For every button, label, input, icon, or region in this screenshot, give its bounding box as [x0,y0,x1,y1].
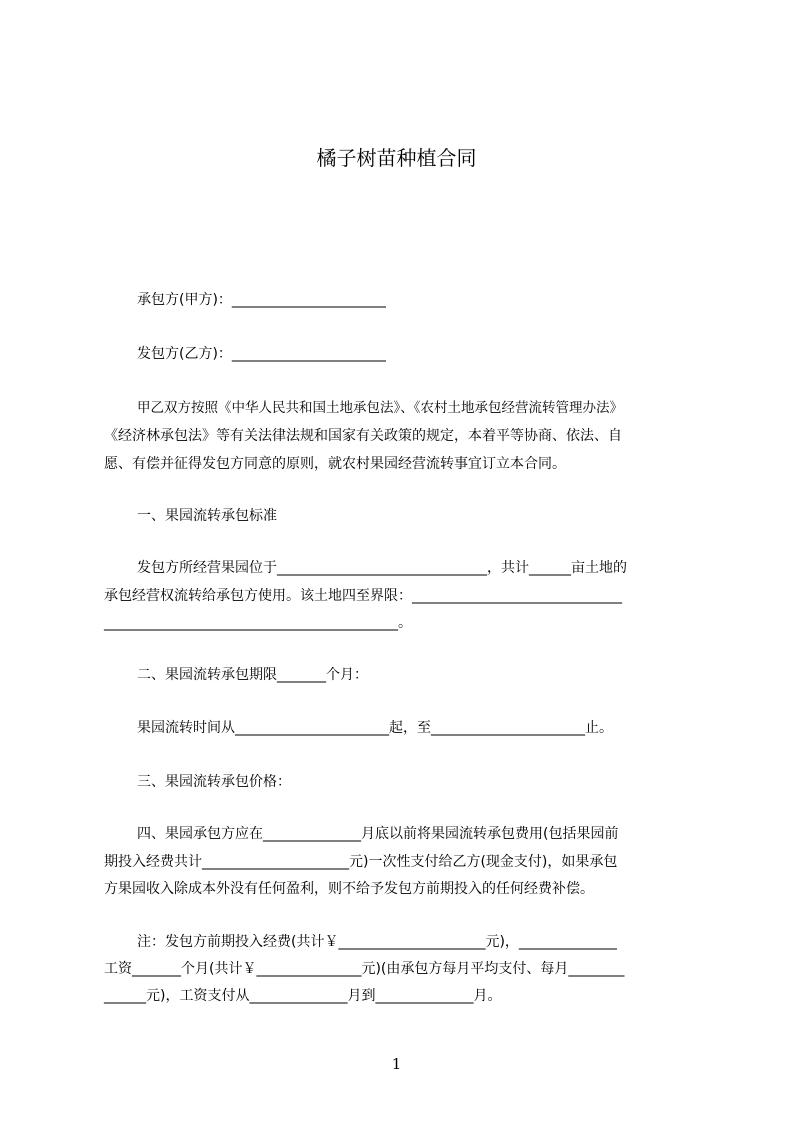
preamble-line-1: 甲乙双方按照《中华人民共和国土地承包法》、《农村土地承包经营流转管理办法》 [137,400,623,416]
note-line-3: ______元)，工资支付从______________月到______________月。 [104,988,502,1004]
section-3-heading: 三、果园流转承包价格： [137,774,291,790]
contractor-party-a-line: 承包方(甲方)：______________________ [137,292,386,308]
note-line-1: 注：发包方前期投入经费(共计￥_____________________元)，______________ [137,934,617,950]
section-4-line-1: 四、果园承包方应在______________月底以前将果园流转承包费用(包括果园前 [137,826,619,842]
section-1-line-1: 发包方所经营果园位于______________________________，共计______亩土地的 [137,560,627,576]
section-1-heading: 一、果园流转承包标准 [137,508,277,524]
section-2-heading: 二、果园流转承包期限_______个月： [137,667,368,683]
document-title: 橘子树苗种植合同 [316,146,477,170]
section-4-line-2: 期投入经费共计_____________________元)一次性支付给乙方(现金支付)，如果承包 [104,854,618,870]
contractee-party-b-line: 发包方(乙方)：______________________ [137,346,386,362]
preamble-line-3: 愿、有偿并征得发包方同意的原则，就农村果园经营流转事宜订立本合同。 [104,456,566,472]
section-4-line-3: 方果园收入除成本外没有任何盈利，则不给予发包方前期投入的任何经费补偿。 [104,881,594,897]
section-2-line-1: 果园流转时间从______________________起，至______________________止。 [137,720,613,736]
page-number: 1 [391,1055,402,1073]
note-line-2: 工资_______个月(共计￥_______________元)(由承包方每月平均支付、每月________ [104,961,625,977]
section-1-line-2: 承包经营权流转给承包方使用。该土地四至界限：______________________________ [104,588,622,604]
preamble-line-2: 《经济林承包法》等有关法律法规和国家有关政策的规定，本着平等协商、依法、自 [104,428,622,444]
section-1-line-3: __________________________________________。 [104,615,412,631]
